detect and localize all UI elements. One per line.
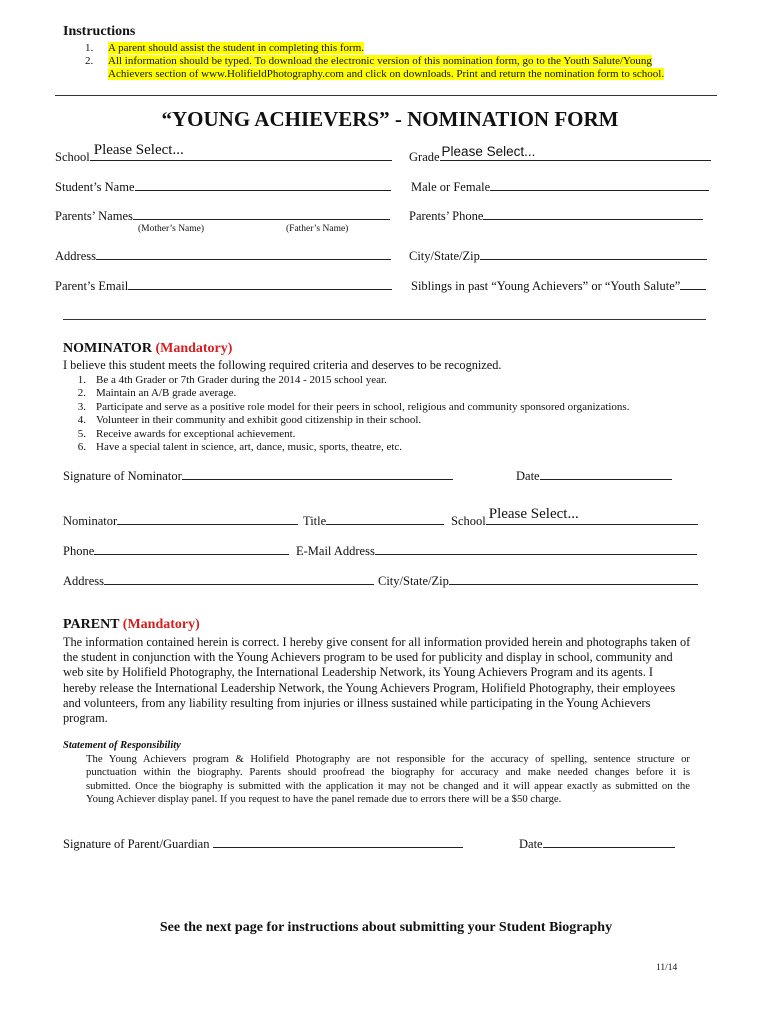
nominator-phone-label: Phone	[63, 544, 95, 558]
nominator-school-field[interactable]	[451, 506, 698, 529]
nominator-date-field[interactable]	[516, 469, 672, 484]
mothers-name-caption: (Mother’s Name)	[138, 224, 205, 234]
responsibility-line-1: The Young Achievers program & Holifield Photography are not responsible for the accuracy of spelling, sentence structure or	[86, 753, 690, 765]
grade-label: Grade	[409, 150, 440, 164]
nominator-email-label: E-Mail Address	[296, 544, 375, 558]
form-title: “YOUNG ACHIEVERS” - NOMINATION FORM	[161, 107, 619, 131]
responsibility-line-4: Young Achiever display panel. If you request to have the panel remade due to errors there will be a $50 charge.	[86, 793, 562, 806]
parent-email-line[interactable]	[128, 279, 392, 290]
city-field[interactable]	[409, 249, 707, 264]
nominator-address-line[interactable]	[104, 574, 374, 585]
parent-date-line[interactable]	[543, 837, 675, 848]
criterion-6: 6. Have a special talent in science, art, dance, music, sports, theatre, etc.	[77, 441, 403, 454]
gender-field[interactable]	[411, 180, 709, 195]
grade-field[interactable]	[409, 144, 711, 165]
consent-line-5: and volunteers, from any liability resulting from injuries or illness sustained while participating in the Young Achievers	[63, 695, 651, 710]
nominator-title-field[interactable]	[303, 514, 444, 529]
parent-date-label: Date	[519, 837, 543, 851]
parent-signature-line[interactable]	[213, 837, 463, 848]
gender-line[interactable]	[490, 180, 709, 191]
nominator-email-field[interactable]	[296, 544, 697, 559]
nominator-school-line	[486, 506, 698, 525]
address-label: Address	[55, 249, 96, 263]
school-select[interactable]: Please Select...	[93, 142, 184, 158]
divider-top	[55, 95, 717, 96]
nominator-city-field[interactable]	[378, 574, 698, 589]
school-line	[90, 142, 392, 161]
criterion-3: 3. Participate and serve as a positive role model for their peers in school, religious and community sponsored organizations.	[77, 400, 630, 413]
instruction-num-2: 2.	[85, 55, 94, 67]
parents-phone-field[interactable]	[409, 209, 703, 224]
criterion-5: 5. Receive awards for exceptional achievement.	[77, 427, 296, 440]
nominator-date-line[interactable]	[540, 469, 672, 480]
criterion-2: 2. Maintain an A/B grade average.	[77, 387, 237, 400]
responsibility-text	[86, 753, 690, 807]
nominator-name-field[interactable]	[63, 514, 298, 529]
siblings-line[interactable]	[680, 279, 706, 290]
parent-heading: PARENT	[63, 617, 120, 632]
gender-label: Male or Female	[411, 180, 491, 194]
instruction-text-1: A parent should assist the student in completing this form.	[108, 42, 365, 54]
nominator-city-line[interactable]	[449, 574, 698, 585]
student-name-line[interactable]	[135, 180, 391, 191]
nominator-date-label: Date	[516, 469, 540, 483]
consent-line-4: hereby release the International Leadership Network, the Young Achievers Program, Holifield Photography, their employees	[63, 680, 676, 695]
parent-mandatory: (Mandatory)	[122, 617, 200, 632]
parents-names-line[interactable]	[133, 209, 390, 220]
nominator-address-field[interactable]	[63, 574, 374, 589]
fathers-name-caption: (Father’s Name)	[286, 224, 349, 234]
parent-heading-row	[63, 617, 200, 633]
parent-date-field[interactable]	[519, 837, 675, 852]
student-name-label: Student’s Name	[55, 180, 135, 194]
parent-signature-field[interactable]	[63, 837, 463, 852]
consent-line-3: web site by Holifield Photography, the International Leadership Network, its Young Achievers Program and its agents. I	[63, 665, 654, 680]
nominator-name-label: Nominator	[63, 514, 118, 528]
divider-student	[63, 319, 706, 320]
nominator-phone-field[interactable]	[63, 544, 289, 559]
criterion-1: 1. Be a 4th Grader or 7th Grader during the 2014 - 2015 school year.	[77, 374, 387, 386]
parent-email-label: Parent’s Email	[55, 279, 129, 293]
nominator-school-label: School	[451, 514, 486, 528]
parent-email-field[interactable]	[55, 279, 392, 294]
parents-names-field[interactable]	[55, 209, 390, 224]
nominator-email-line[interactable]	[375, 544, 697, 555]
nominator-title-label: Title	[303, 514, 327, 528]
address-line[interactable]	[96, 249, 391, 260]
consent-line-6: program.	[63, 711, 108, 726]
criteria-list	[72, 374, 629, 454]
nominator-intro: I believe this student meets the following required criteria and deserves to be recognized.	[63, 358, 502, 372]
school-label: School	[55, 150, 90, 164]
nominator-title-line[interactable]	[326, 514, 444, 525]
siblings-field[interactable]	[411, 279, 706, 294]
instruction-text-2a: All information should be typed. To download the electronic version of this nomination form, go to the Youth Salute/Young	[108, 55, 652, 67]
instructions-heading: Instructions	[63, 24, 136, 39]
nominator-name-line[interactable]	[117, 514, 298, 525]
address-field[interactable]	[55, 249, 391, 264]
grade-select[interactable]: Please Select...	[441, 144, 536, 159]
city-line[interactable]	[480, 249, 707, 260]
grade-line	[440, 144, 711, 161]
footer-note: See the next page for instructions about submitting your Student Biography	[159, 920, 613, 935]
responsibility-line-2: punctuation within the biography. Parents should proofread the biography for accuracy and make needed changes before it is	[86, 766, 690, 779]
nominator-phone-line[interactable]	[94, 544, 289, 555]
nominator-heading: NOMINATOR	[63, 341, 152, 356]
nominator-signature-field[interactable]	[63, 469, 453, 484]
responsibility-line-3: submitted. Once the biography is submitted with the application it may not be changed and it will appear exactly as submitted on the	[86, 779, 690, 792]
school-field[interactable]	[55, 142, 392, 165]
parent-signature-label: Signature of Parent/Guardian	[63, 837, 210, 851]
nominator-signature-label: Signature of Nominator	[63, 469, 182, 483]
consent-line-2: the student in conjunction with the Young Achievers program to be used for publicity and display in school, community and	[63, 650, 673, 665]
parents-phone-line[interactable]	[483, 209, 703, 220]
siblings-label: Siblings in past “Young Achievers” or “Youth Salute”	[411, 279, 681, 293]
instruction-num-1: 1.	[85, 42, 94, 54]
nominator-mandatory: (Mandatory)	[155, 341, 233, 356]
responsibility-heading: Statement of Responsibility	[63, 740, 181, 751]
criterion-4: 4. Volunteer in their community and exhibit good citizenship in their school.	[77, 414, 422, 427]
student-name-field[interactable]	[55, 180, 391, 195]
instruction-text-2b: Achievers section of www.HolifieldPhotography.com and click on downloads. Print and return the nomination form to school.	[108, 68, 665, 80]
nominator-city-label: City/State/Zip	[378, 574, 449, 588]
nominator-signature-line[interactable]	[182, 469, 453, 480]
nominator-heading-row	[63, 341, 232, 357]
page-code: 11/14	[656, 963, 678, 973]
parent-consent	[63, 635, 690, 726]
nominator-address-label: Address	[63, 574, 104, 588]
consent-line-1: The information contained herein is correct. I hereby give consent for all information provided herein and photographs taken of	[63, 635, 691, 649]
city-label: City/State/Zip	[409, 249, 480, 263]
parents-phone-label: Parents’ Phone	[409, 209, 484, 223]
parents-names-label: Parents’ Names	[55, 209, 133, 223]
nominator-school-select[interactable]: Please Select...	[488, 506, 579, 522]
